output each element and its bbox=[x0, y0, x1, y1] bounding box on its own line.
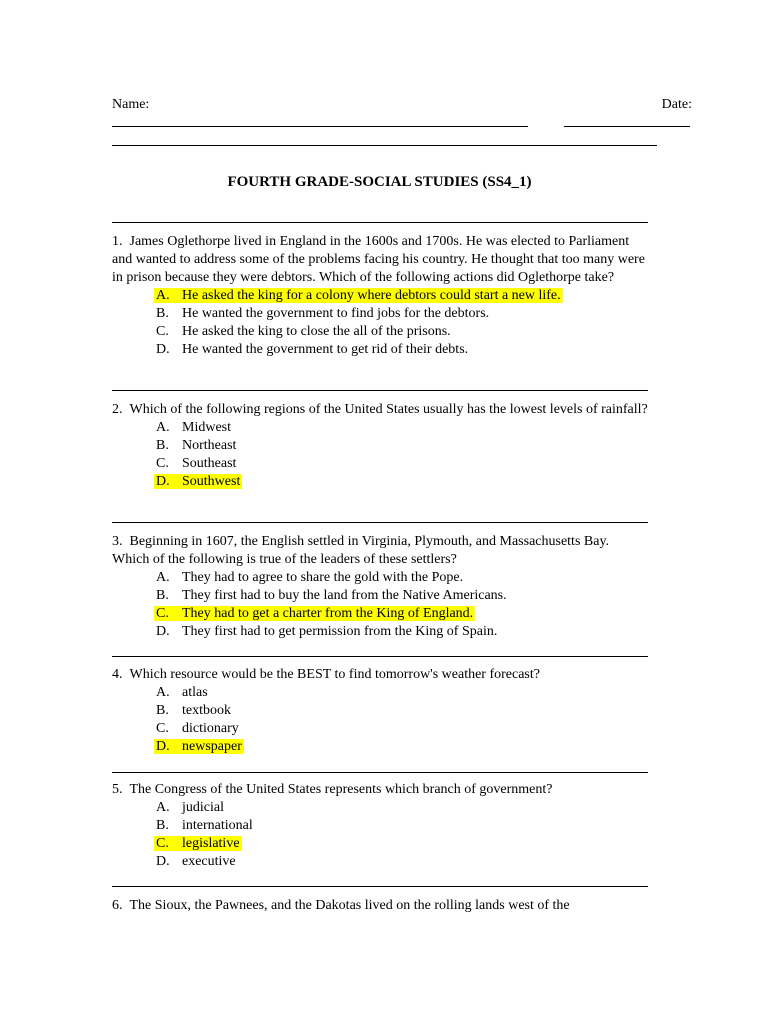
question-number: 1. bbox=[112, 234, 123, 249]
answer-option[interactable] bbox=[112, 287, 648, 305]
question-1 bbox=[112, 233, 648, 359]
highlighted-answer bbox=[154, 474, 242, 489]
date-label: Date: bbox=[661, 97, 692, 112]
name-blank-line-2[interactable] bbox=[112, 133, 657, 146]
question-text: James Oglethorpe lived in England in the 1600s and 1700s. He was elected to Parliament and wanted to address some of the problems facing his country. He thought that too many were in prison because they were debtors. Which of the following actions did Oglethorpe take? bbox=[112, 234, 645, 285]
question-number: 2. bbox=[112, 402, 123, 417]
answer-option[interactable] bbox=[112, 835, 648, 853]
option-text: dictionary bbox=[182, 721, 239, 736]
answer-options bbox=[112, 684, 648, 756]
answer-option[interactable] bbox=[112, 305, 648, 323]
option-letter: C. bbox=[156, 456, 169, 471]
answer-option[interactable] bbox=[112, 720, 648, 738]
option-letter: C. bbox=[156, 836, 169, 851]
option-text: atlas bbox=[182, 685, 208, 700]
option-letter: B. bbox=[156, 703, 169, 718]
option-text: They first had to get permission from the King of Spain. bbox=[182, 624, 498, 639]
answer-text-wrap bbox=[154, 703, 233, 718]
answer-option[interactable] bbox=[112, 853, 648, 871]
answer-option[interactable] bbox=[112, 569, 648, 587]
question-number: 3. bbox=[112, 534, 123, 549]
option-letter: A. bbox=[156, 800, 170, 815]
option-text: He wanted the government to find jobs for the debtors. bbox=[182, 306, 490, 321]
question-number: 6. bbox=[112, 898, 123, 913]
question-2 bbox=[112, 401, 648, 491]
highlighted-answer bbox=[154, 739, 244, 754]
highlighted-answer bbox=[154, 288, 563, 303]
answer-option[interactable] bbox=[112, 817, 648, 835]
option-letter: D. bbox=[156, 474, 170, 489]
option-text: international bbox=[182, 818, 253, 833]
answer-option[interactable] bbox=[112, 437, 648, 455]
divider bbox=[112, 886, 648, 887]
option-text: They had to get a charter from the King of England. bbox=[182, 606, 474, 621]
option-letter: B. bbox=[156, 438, 169, 453]
question-stem bbox=[112, 533, 648, 569]
name-blank-line[interactable] bbox=[112, 114, 528, 127]
option-text: textbook bbox=[182, 703, 231, 718]
header bbox=[112, 96, 692, 116]
answer-text-wrap bbox=[154, 324, 453, 339]
question-text: Beginning in 1607, the English settled in Virginia, Plymouth, and Massachusetts Bay. Which of the following is true of the leaders of these settlers? bbox=[112, 534, 610, 567]
option-letter: C. bbox=[156, 324, 169, 339]
question-number: 5. bbox=[112, 782, 123, 797]
option-letter: C. bbox=[156, 721, 169, 736]
answer-option[interactable] bbox=[112, 799, 648, 817]
answer-text-wrap bbox=[154, 800, 226, 815]
date-blank-line[interactable] bbox=[564, 114, 690, 127]
divider bbox=[112, 390, 648, 391]
name-label: Name: bbox=[112, 97, 150, 112]
answer-text-wrap bbox=[154, 721, 241, 736]
question-3 bbox=[112, 533, 648, 641]
question-stem bbox=[112, 666, 648, 684]
option-letter: B. bbox=[156, 306, 169, 321]
option-letter: A. bbox=[156, 420, 170, 435]
answer-option[interactable] bbox=[112, 605, 648, 623]
answer-option[interactable] bbox=[112, 738, 648, 756]
highlighted-answer bbox=[154, 836, 242, 851]
option-text: Southwest bbox=[182, 474, 241, 489]
highlighted-answer bbox=[154, 606, 475, 621]
answer-option[interactable] bbox=[112, 702, 648, 720]
option-text: judicial bbox=[182, 800, 224, 815]
answer-option[interactable] bbox=[112, 323, 648, 341]
answer-option[interactable] bbox=[112, 341, 648, 359]
page-title: FOURTH GRADE-SOCIAL STUDIES (SS4_1) bbox=[227, 174, 532, 190]
answer-option[interactable] bbox=[112, 455, 648, 473]
option-letter: A. bbox=[156, 685, 170, 700]
answer-text-wrap bbox=[154, 342, 470, 357]
option-letter: B. bbox=[156, 588, 169, 603]
answer-options bbox=[112, 287, 648, 359]
question-stem bbox=[112, 897, 648, 915]
option-text: He asked the king for a colony where debtors could start a new life. bbox=[182, 288, 561, 303]
option-text: newspaper bbox=[182, 739, 242, 754]
question-text: Which resource would be the BEST to find tomorrow's weather forecast? bbox=[129, 667, 540, 682]
option-letter: B. bbox=[156, 818, 169, 833]
answer-text-wrap bbox=[154, 456, 238, 471]
option-text: Midwest bbox=[182, 420, 231, 435]
answer-option[interactable] bbox=[112, 587, 648, 605]
option-text: He wanted the government to get rid of their debts. bbox=[182, 342, 469, 357]
answer-text-wrap bbox=[154, 438, 238, 453]
question-6 bbox=[112, 897, 648, 915]
option-text: They first had to buy the land from the Native Americans. bbox=[182, 588, 507, 603]
answer-text-wrap bbox=[154, 685, 210, 700]
question-stem bbox=[112, 781, 648, 799]
answer-text-wrap bbox=[154, 854, 238, 869]
answer-options bbox=[112, 799, 648, 871]
divider bbox=[112, 656, 648, 657]
option-letter: D. bbox=[156, 342, 170, 357]
divider bbox=[112, 522, 648, 523]
option-text: Southeast bbox=[182, 456, 237, 471]
option-letter: C. bbox=[156, 606, 169, 621]
divider bbox=[112, 222, 648, 223]
question-stem bbox=[112, 233, 648, 287]
answer-options bbox=[112, 569, 648, 641]
answer-option[interactable] bbox=[112, 473, 648, 491]
option-letter: D. bbox=[156, 624, 170, 639]
question-text: Which of the following regions of the United States usually has the lowest levels of rainfall? bbox=[129, 402, 648, 417]
question-text: The Congress of the United States represents which branch of government? bbox=[129, 782, 553, 797]
divider bbox=[112, 772, 648, 773]
question-number: 4. bbox=[112, 667, 123, 682]
option-text: They had to agree to share the gold with the Pope. bbox=[182, 570, 464, 585]
option-text: Northeast bbox=[182, 438, 237, 453]
answer-text-wrap bbox=[154, 570, 465, 585]
answer-options bbox=[112, 419, 648, 491]
option-text: legislative bbox=[182, 836, 240, 851]
answer-text-wrap bbox=[154, 818, 255, 833]
question-5 bbox=[112, 781, 648, 871]
option-letter: A. bbox=[156, 288, 170, 303]
option-letter: A. bbox=[156, 570, 170, 585]
answer-text-wrap bbox=[154, 588, 509, 603]
answer-option[interactable] bbox=[112, 419, 648, 437]
answer-option[interactable] bbox=[112, 623, 648, 641]
answer-text-wrap bbox=[154, 624, 499, 639]
option-text: He asked the king to close the all of the prisons. bbox=[182, 324, 451, 339]
answer-text-wrap bbox=[154, 420, 233, 435]
answer-text-wrap bbox=[154, 306, 491, 321]
question-stem bbox=[112, 401, 648, 419]
question-4 bbox=[112, 666, 648, 756]
question-text: The Sioux, the Pawnees, and the Dakotas lived on the rolling lands west of the bbox=[129, 898, 570, 913]
option-letter: D. bbox=[156, 739, 170, 754]
answer-option[interactable] bbox=[112, 684, 648, 702]
option-letter: D. bbox=[156, 854, 170, 869]
option-text: executive bbox=[182, 854, 236, 869]
